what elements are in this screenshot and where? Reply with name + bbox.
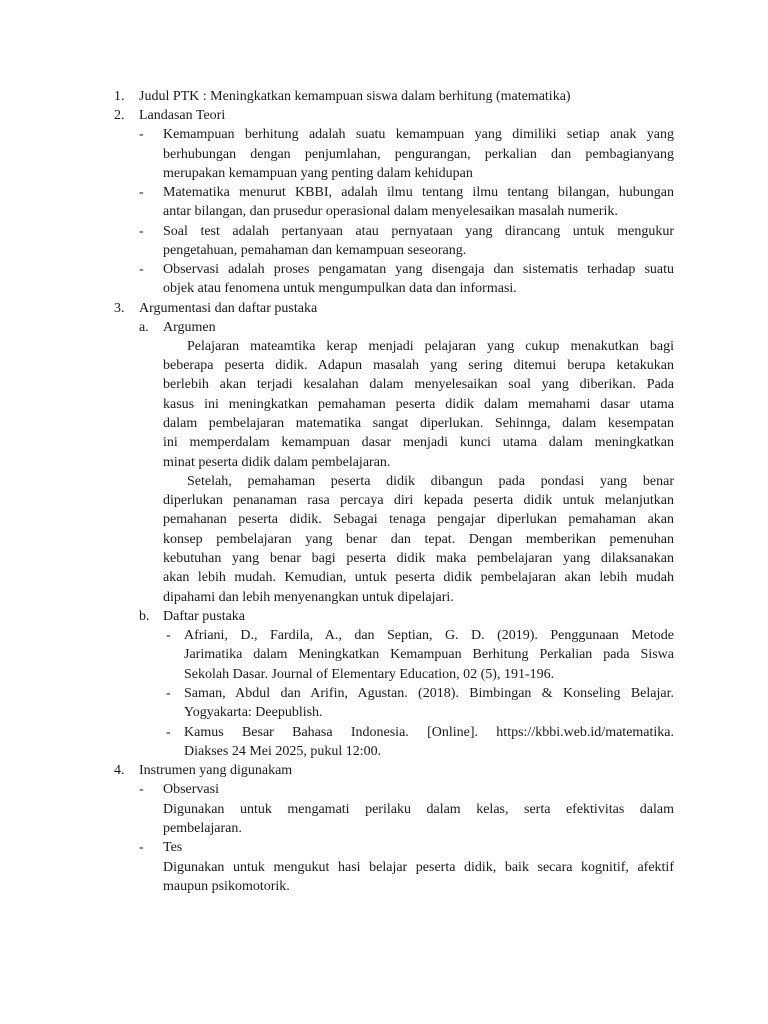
ref-3-line-2: Diakses 24 Mei 2025, pukul 12:00. xyxy=(184,744,382,759)
argumen-p1-line-3: berlebih akan terjadi kesalahan dalam menyelesaikan soal yang diberikan. Pada xyxy=(163,377,674,392)
item-1-title: Judul PTK : Meningkatkan kemampuan siswa dalam berhitung (matematika) xyxy=(139,89,571,104)
landasan-1-line-2: berhubungan dengan penjumlahan, pengurangan, perkalian dan pembagianyang xyxy=(163,147,674,162)
landasan-3-line-1: Soal test adalah pertanyaan atau pernyataan yang dirancang untuk mengukur xyxy=(163,224,674,239)
ref-bullet-1: - xyxy=(166,628,171,643)
instrumen-bullet-1: - xyxy=(139,782,144,797)
landasan-1-line-1: Kemampuan berhitung adalah suatu kemampuan yang dimiliki setiap anak yang xyxy=(163,127,674,142)
argumen-p1-line-6: ini memperdalam kemampuan dasar menjadi kunci utama dalam meningkatkan xyxy=(163,435,674,450)
argumen-p2-line-6: akan lebih mudah. Kemudian, untuk peserta didik pembelajaran akan lebih mudah xyxy=(163,570,674,585)
item-2-number: 2. xyxy=(114,108,125,123)
landasan-2-line-2: antar bilangan, dan prusedur operasional dalam menyelesaikan masalah numerik. xyxy=(163,204,618,219)
ref-1-line-1: Afriani, D., Fardila, A., dan Septian, G. D. (2019). Penggunaan Metode xyxy=(184,628,674,643)
argumen-p2-line-4: konsep pembelajaran yang benar dan tepat. Dengan memberikan pemenuhan xyxy=(163,532,674,547)
item-3-number: 3. xyxy=(114,301,125,316)
argumen-p1-line-4: kasus ini meningkatkan pemahaman peserta didik dalam memahami dasar utama xyxy=(163,397,674,412)
instrumen-1-line-1: Digunakan untuk mengamati perilaku dalam kelas, serta efektivitas dalam xyxy=(163,802,674,817)
item-4-title: Instrumen yang digunakam xyxy=(139,763,293,778)
pustaka-title: Daftar pustaka xyxy=(163,609,246,624)
argumen-p1-line-1: Pelajaran mateamtika kerap menjadi pelajaran yang cukup menakutkan bagi xyxy=(187,339,674,354)
landasan-bullet-1: - xyxy=(139,127,144,142)
landasan-bullet-2: - xyxy=(139,185,144,200)
argumen-p2-line-5: kebutuhan yang benar bagi peserta didik maka pembelajaran yang dilaksanakan xyxy=(163,551,674,566)
item-2-title: Landasan Teori xyxy=(139,108,226,123)
argumen-marker: a. xyxy=(139,320,149,335)
landasan-bullet-3: - xyxy=(139,224,144,239)
ref-3-line-1: Kamus Besar Bahasa Indonesia. [Online]. https://kbbi.web.id/matematika. xyxy=(184,725,674,740)
landasan-4-line-1: Observasi adalah proses pengamatan yang disengaja dan sistematis terhadap suatu xyxy=(163,262,674,277)
ref-bullet-3: - xyxy=(166,725,171,740)
landasan-bullet-4: - xyxy=(139,262,144,277)
instrumen-2-line-2: maupun psikomotorik. xyxy=(163,879,290,894)
argumen-p2-line-7: dipahami dan lebih menyenangkan untuk dipelajari. xyxy=(163,590,454,605)
landasan-2-line-1: Matematika menurut KBBI, adalah ilmu tentang ilmu tentang bilangan, hubungan xyxy=(163,185,674,200)
landasan-1-line-3: merupakan kemampuan yang penting dalam kehidupan xyxy=(163,166,473,181)
ref-1-line-3: Sekolah Dasar. Journal of Elementary Education, 02 (5), 191-196. xyxy=(184,667,555,682)
argumen-p2-line-2: diperlukan penanaman rasa percaya diri kepada peserta didik untuk melanjutkan xyxy=(163,493,674,508)
instrumen-1-title: Observasi xyxy=(163,782,219,797)
pustaka-marker: b. xyxy=(139,609,150,624)
ref-bullet-2: - xyxy=(166,686,171,701)
argumen-p2-line-3: pemahanan peserta didik. Sebagai tenaga pengajar diperlukan pemahaman akan xyxy=(163,512,674,527)
landasan-4-line-2: objek atau fenomena untuk mengumpulkan data dan informasi. xyxy=(163,281,517,296)
landasan-3-line-2: pengetahuan, pemahaman dan kemampuan seseorang. xyxy=(163,243,467,258)
argumen-p2-line-1: Setelah, pemahaman peserta didik dibangun pada pondasi yang benar xyxy=(187,474,674,489)
ref-2-line-2: Yogyakarta: Deepublish. xyxy=(184,705,323,720)
instrumen-1-line-2: pembelajaran. xyxy=(163,821,242,836)
item-4-number: 4. xyxy=(114,763,125,778)
item-1-number: 1. xyxy=(114,89,125,104)
instrumen-2-title: Tes xyxy=(163,840,183,855)
argumen-title: Argumen xyxy=(163,320,216,335)
ref-1-line-2: Jarimatika dalam Meningkatkan Kemampuan Berhitung Perkalian pada Siswa xyxy=(184,647,674,662)
ref-2-line-1: Saman, Abdul dan Arifin, Agustan. (2018). Bimbingan & Konseling Belajar. xyxy=(184,686,674,701)
item-3-title: Argumentasi dan daftar pustaka xyxy=(139,301,318,316)
instrumen-2-line-1: Digunakan untuk mengukut hasi belajar peserta didik, baik secara kognitif, afektif xyxy=(163,860,674,875)
instrumen-bullet-2: - xyxy=(139,840,144,855)
argumen-p1-line-5: dalam pembelajaran matematika sangat diperlukan. Sehinnga, dalam kesempatan xyxy=(163,416,674,431)
argumen-p1-line-2: beberapa peserta didik. Adapun masalah yang sering ditemui berupa ketakukan xyxy=(163,358,674,373)
argumen-p1-line-7: minat peserta didik dalam pembelajaran. xyxy=(163,455,391,470)
